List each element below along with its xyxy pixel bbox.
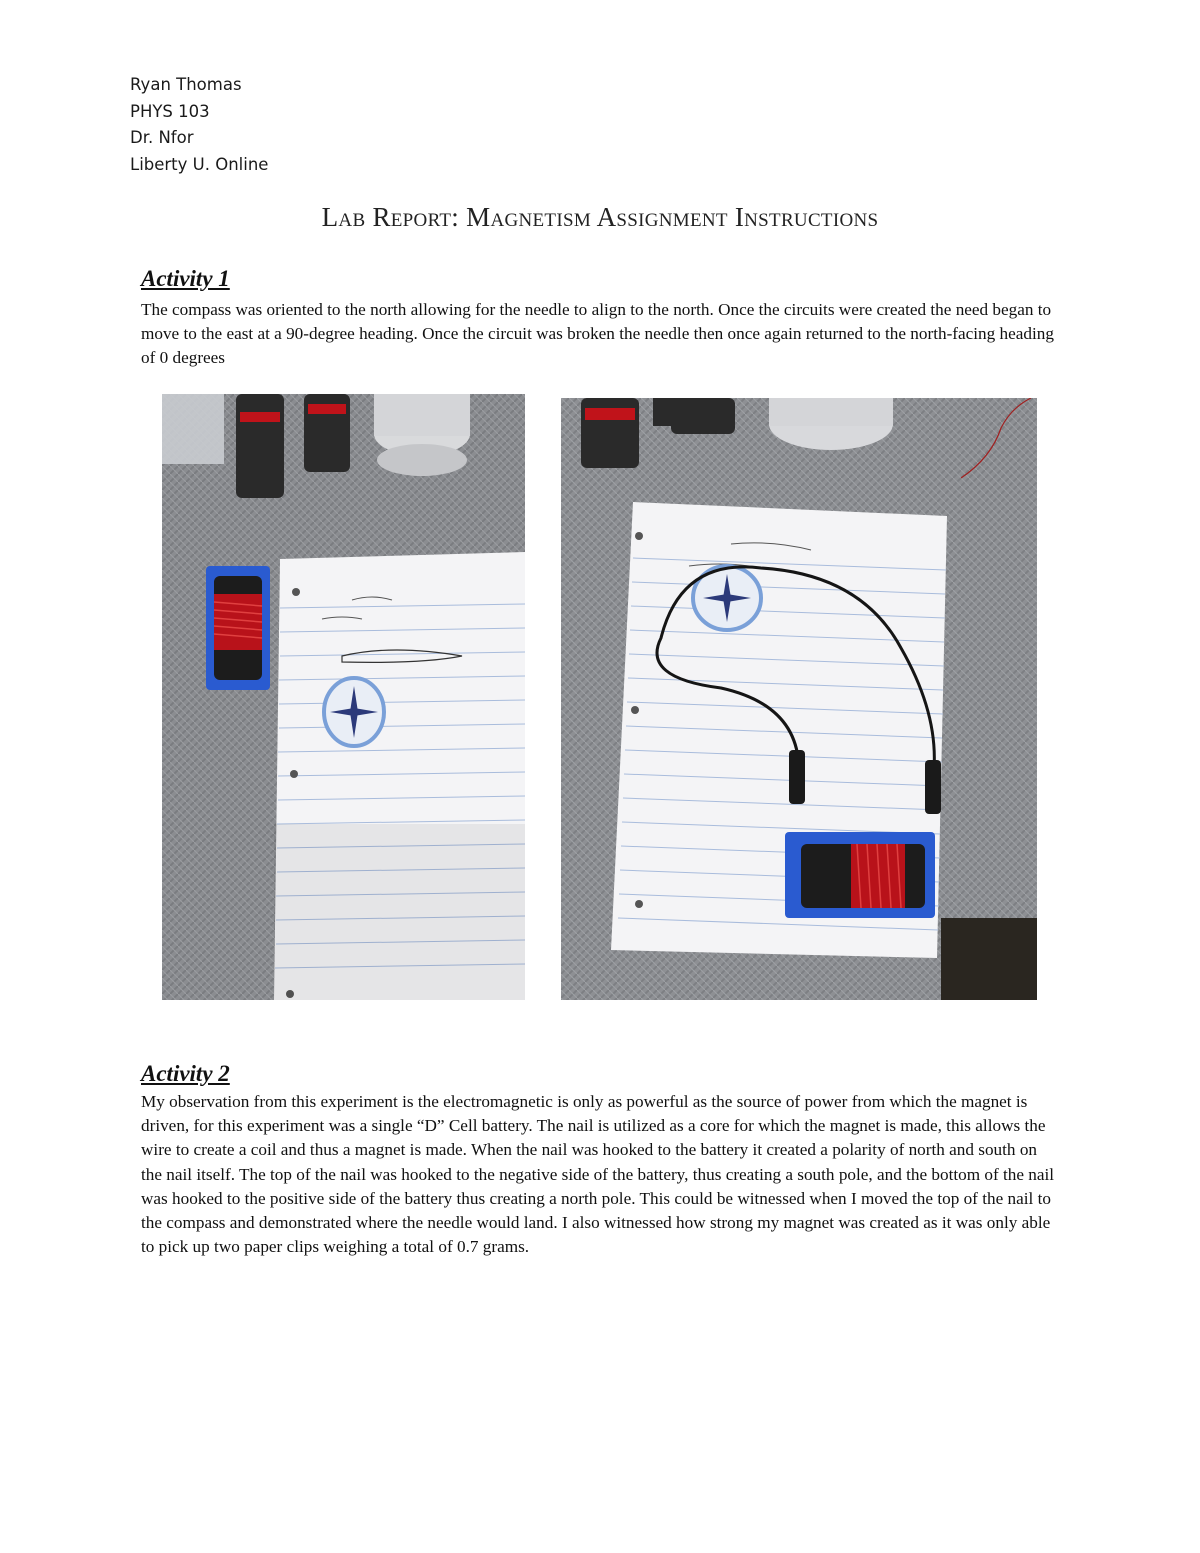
activity-1-heading: Activity 1 xyxy=(141,266,230,291)
author-name: Ryan Thomas xyxy=(130,75,242,94)
course-code: PHYS 103 xyxy=(130,101,210,121)
activity-1-photo-left xyxy=(162,394,525,1000)
report-title: Lab Report: Magnetism Assignment Instructions xyxy=(321,202,879,232)
author-header xyxy=(130,72,268,178)
instructor-name: Dr. Nfor xyxy=(130,128,194,147)
activity-2-text: My observation from this experiment is the electromagnetic is only as powerful as the source of power from which the magnet is driven, for this experiment was a single “D” Cell battery. The nail is utilized as a core for which the magnet is made, this allows the wire to create a coil and thus a magnet is made. When the nail was hooked to the battery it created a polarity of north and south on the nail itself. The top of the nail was hooked to the negative side of the battery, thus creating a south pole, and the bottom of the nail was hooked to the positive side of the battery thus creating a north pole. This could be witnessed when I moved the top of the nail to the compass and demonstrated where the needle would land. I also witnessed how strong my magnet was created as it was only able to pick up two paper clips weighing a total of 0.7 grams. xyxy=(141,1092,1055,1257)
activity-2-heading: Activity 2 xyxy=(141,1061,230,1086)
activity-1-photo-right xyxy=(561,398,1037,1000)
school-name: Liberty U. Online xyxy=(130,154,269,174)
activity-1-text: The compass was oriented to the north allowing for the needle to align to the north. Once the circuits were created the need began to move to the east at a 90-degree heading. Once the circuit was broken the needle then once again returned to the north-facing heading of 0 degrees xyxy=(141,300,1054,368)
